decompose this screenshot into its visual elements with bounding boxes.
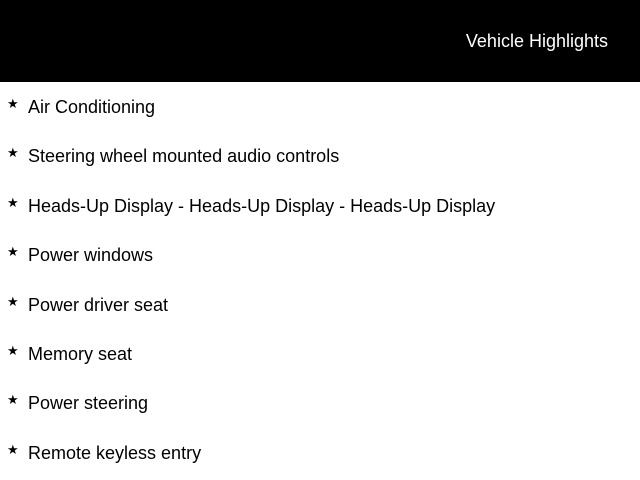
star-icon: ★ bbox=[7, 342, 19, 358]
list-item bbox=[0, 230, 640, 279]
feature-label: Power driver seat bbox=[28, 294, 169, 315]
list-item bbox=[0, 329, 640, 378]
page-header bbox=[0, 0, 640, 82]
star-icon: ★ bbox=[7, 244, 19, 260]
feature-list bbox=[0, 82, 640, 477]
star-icon: ★ bbox=[7, 145, 19, 161]
list-item bbox=[0, 82, 640, 131]
star-icon: ★ bbox=[7, 441, 19, 457]
feature-label: Heads-Up Display - Heads-Up Display - Heads-Up Display bbox=[28, 195, 496, 216]
list-item bbox=[0, 131, 640, 180]
feature-label: Remote keyless entry bbox=[28, 442, 202, 463]
list-item bbox=[0, 378, 640, 427]
feature-label: Power windows bbox=[28, 245, 154, 266]
star-icon: ★ bbox=[7, 96, 19, 111]
list-item bbox=[0, 181, 640, 230]
star-icon: ★ bbox=[7, 392, 19, 408]
list-item bbox=[0, 428, 640, 477]
star-icon: ★ bbox=[7, 293, 19, 309]
feature-label: Memory seat bbox=[28, 343, 133, 364]
feature-label: Air Conditioning bbox=[28, 97, 156, 117]
list-item bbox=[0, 280, 640, 329]
star-icon: ★ bbox=[7, 194, 19, 210]
feature-label: Power steering bbox=[28, 393, 149, 414]
page-title: Vehicle Highlights bbox=[465, 31, 608, 51]
feature-label: Steering wheel mounted audio controls bbox=[28, 146, 340, 167]
